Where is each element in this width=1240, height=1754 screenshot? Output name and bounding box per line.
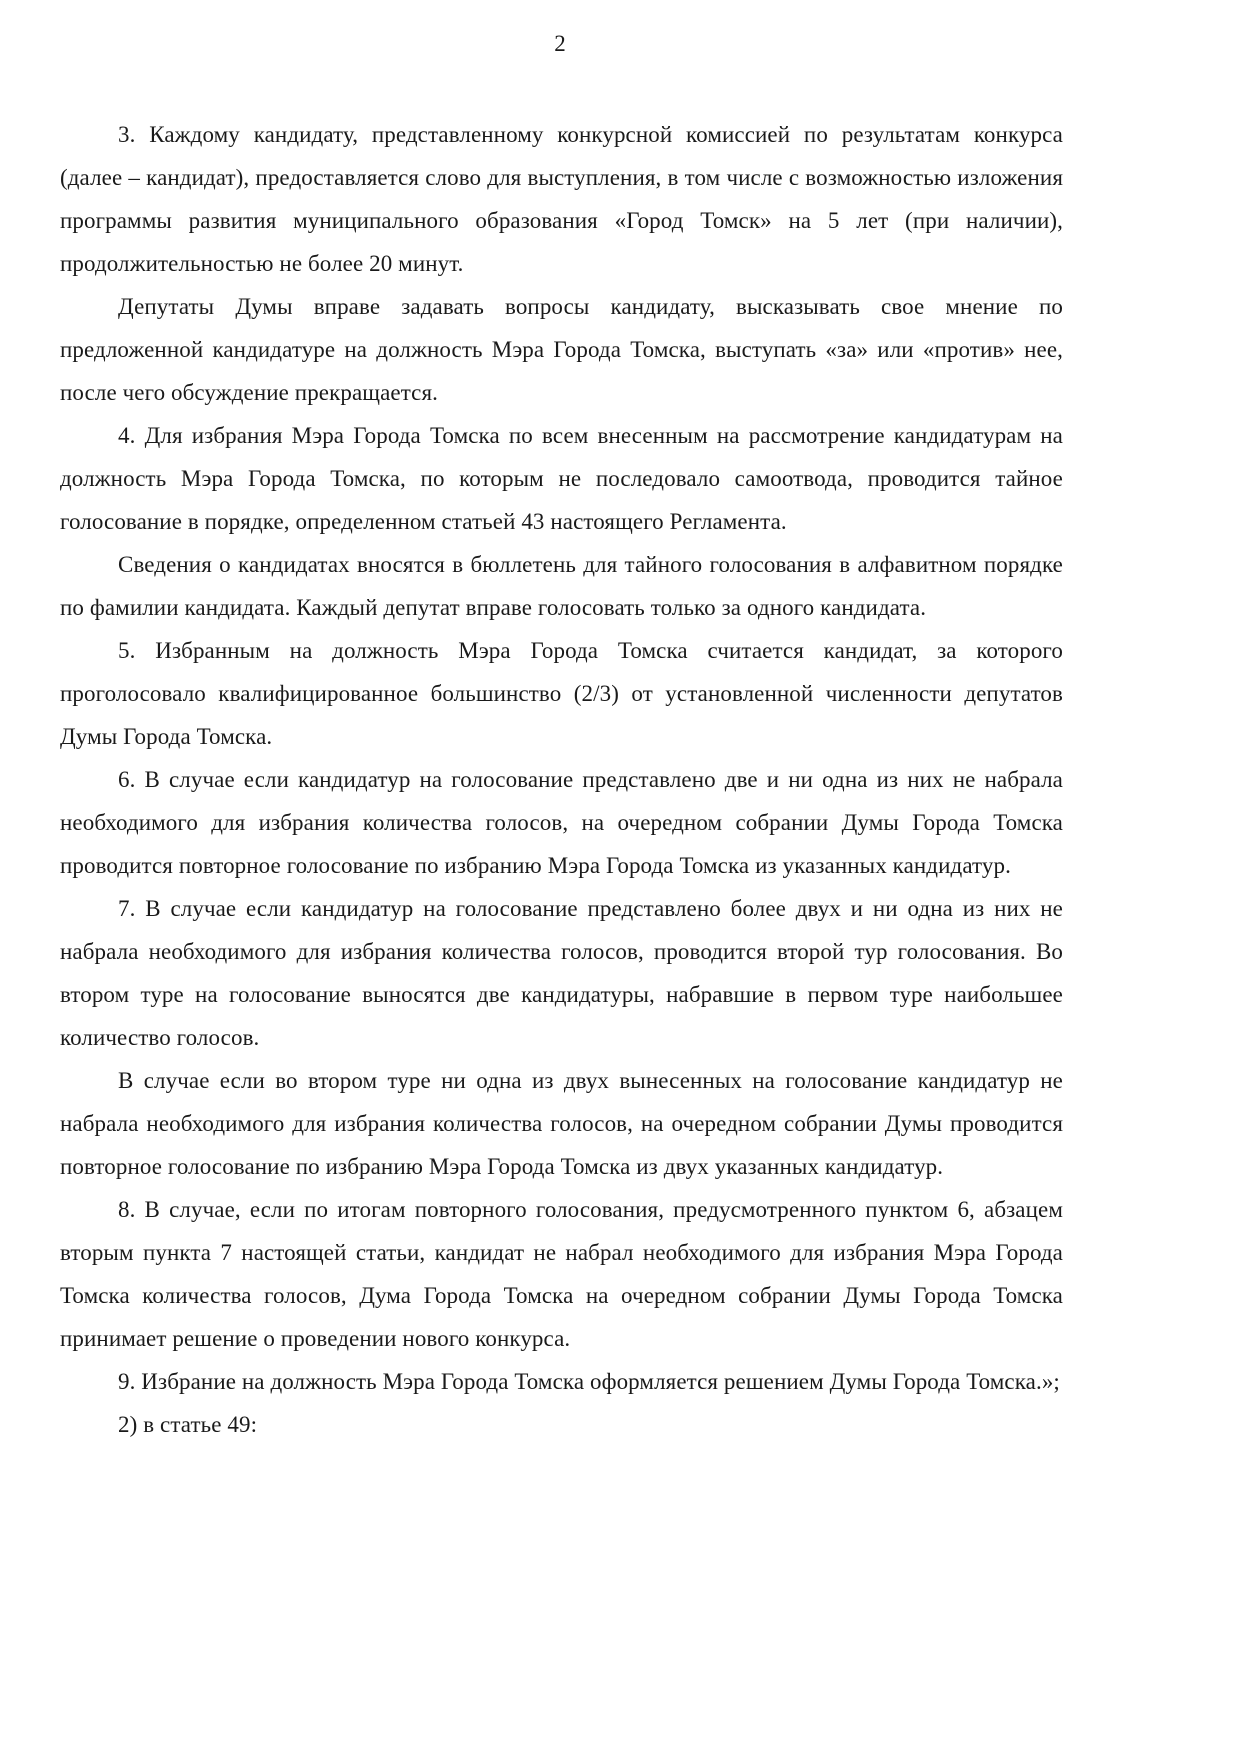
paragraph-item-8: 8. В случае, если по итогам повторного голосования, предусмотренного пунктом 6, абзацем вторым пункта 7 настоящей статьи, кандидат не набрал необходимого для избрания Мэра Города Томска количества голосов, Дума Города Томска на очередном собрании Думы Города Томска принимает решение о проведении нового конкурса.	[60, 1197, 1063, 1351]
paragraph-item-4: 4. Для избрания Мэра Города Томска по всем внесенным на рассмотрение кандидатурам на должность Мэра Города Томска, по которым не последовало самоотвода, проводится тайное голосование в порядке, определенном статьей 43 настоящего Регламента.	[60, 423, 1063, 534]
paragraph-item-7: 7. В случае если кандидатур на голосование представлено более двух и ни одна из них не набрала необходимого для избрания количества голосов, проводится второй тур голосования. Во втором туре на голосование выносятся две кандидатуры, набравшие в первом туре наибольшее количество голосов.	[60, 896, 1063, 1050]
paragraph-article-49: 2) в статье 49:	[118, 1412, 258, 1437]
document-body	[60, 113, 1063, 1446]
paragraph-second-round: В случае если во втором туре ни одна из двух вынесенных на голосование кандидатур не набрала необходимого для избрания количества голосов, на очередном собрании Думы проводится повторное голосование по избранию Мэра Города Томска из двух указанных кандидатур.	[60, 1068, 1063, 1179]
page-number: 2	[554, 31, 566, 56]
paragraph-deputies-questions: Депутаты Думы вправе задавать вопросы кандидату, высказывать свое мнение по предложенной кандидатуре на должность Мэра Города Томска, выступать «за» или «против» нее, после чего обсуждение прекращается.	[60, 294, 1063, 405]
paragraph-item-3: 3. Каждому кандидату, представленному конкурсной комиссией по результатам конкурса (далее – кандидат), предоставляется слово для выступления, в том числе с возможностью изложения программы развития муниципального образования «Город Томск» на 5 лет (при наличии), продолжительностью не более 20 минут.	[60, 122, 1063, 276]
paragraph-item-6: 6. В случае если кандидатур на голосование представлено две и ни одна из них не набрала необходимого для избрания количества голосов, на очередном собрании Думы Города Томска проводится повторное голосование по избранию Мэра Города Томска из указанных кандидатур.	[60, 767, 1063, 878]
paragraph-item-5: 5. Избранным на должность Мэра Города Томска считается кандидат, за которого проголосовало квалифицированное большинство (2/3) от установленной численности депутатов Думы Города Томска.	[60, 638, 1063, 749]
paragraph-ballot-info: Сведения о кандидатах вносятся в бюллетень для тайного голосования в алфавитном порядке по фамилии кандидата. Каждый депутат вправе голосовать только за одного кандидата.	[60, 552, 1063, 620]
paragraph-item-9: 9. Избрание на должность Мэра Города Томска оформляется решением Думы Города Томска.»;	[118, 1369, 1060, 1394]
